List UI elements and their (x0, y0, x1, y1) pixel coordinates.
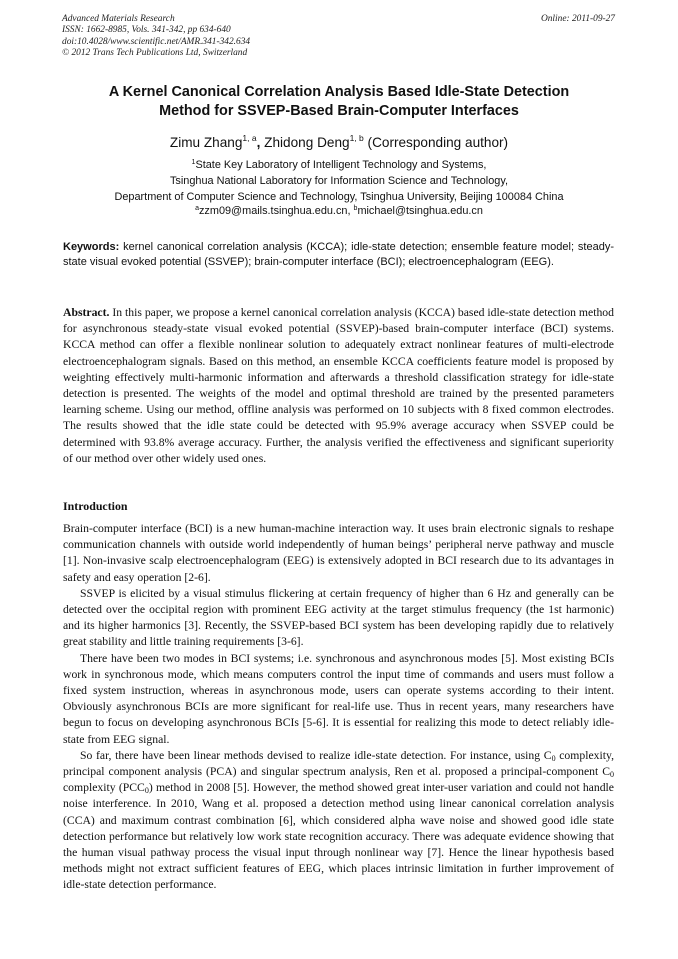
p4-subscript-1: 0 (551, 753, 556, 763)
copyright-line: © 2012 Trans Tech Publications Ltd, Switzerland (62, 48, 248, 59)
email-b-sup: b (353, 205, 358, 212)
intro-paragraph-1: Brain-computer interface (BCI) is a new human-machine interaction way. It uses brain electronic signals to reshape communication channels with outside world independently of human beings’ peripheral nerve pathway and muscle [1]. Non-invasive scalp electroencephalogram (EEG) is extensively adopted in BCI research due to its advantages in safety and easy operation [2-6]. (63, 522, 614, 584)
author-2: Zhidong Deng (264, 135, 350, 150)
email-line (30, 205, 648, 217)
introduction-body (63, 521, 614, 894)
keywords-text: kernel canonical correlation analysis (KCCA); idle-state detection; ensemble feature model; steady-state visual evoked potential (SSVEP); brain-computer interface (BCI); electroencephalogram (EEG). (63, 241, 614, 268)
email-b[interactable]: michael@tsinghua.edu.cn (357, 205, 483, 217)
keywords-block (63, 240, 614, 269)
title-line-1: A Kernel Canonical Correlation Analysis Based Idle-State Detection (108, 84, 570, 100)
intro-paragraph-3: There have been two modes in BCI systems; i.e. synchronous and asynchronous modes [5]. Most existing BCIs work in synchronous mode, which means computers control the input time of commands and users must follow a fixed system instruction, whereas in asynchronous mode, users can operate systems according to their intent. Obviously asynchronous BCIs are more significant for real-life use. Thus in recent years, many researchers have begun to focus on developing asynchronous BCIs [5-6]. It is essential for realizing this mode to detect reliably idle-state from EEG signal. (63, 651, 614, 746)
author-1-affil-sup: 1, a (242, 133, 257, 143)
doi-line: doi:10.4028/www.scientific.net/AMR.341-342.634 (62, 36, 251, 47)
affiliation-line-3: Department of Computer Science and Technology, Tsinghua University, Beijing 100084 China (114, 190, 564, 203)
title-line-2: Method for SSVEP-Based Brain-Computer Interfaces (159, 102, 519, 119)
author-1: Zimu Zhang (169, 135, 243, 150)
email-a-sup: a (195, 205, 199, 212)
journal-name: Advanced Materials Research (62, 14, 175, 24)
journal-header (62, 14, 250, 60)
affiliation-sup: 1 (191, 159, 196, 166)
affiliation-line-2: Tsinghua National Laboratory for Information Science and Technology, (169, 174, 509, 187)
author-2-affil-sup: 1, b (349, 133, 364, 143)
paper-title (40, 83, 638, 120)
p4-subscript-2: 0 (610, 770, 614, 780)
p4-text-b: complexity, principal component analysis (PCA) and singular spectrum analysis, Ren et al. proposed a principal-component C (63, 748, 614, 779)
abstract-text: In this paper, we propose a kernel canonical correlation analysis (KCCA) based idle-state detection method for asynchronous steady-state visual evoked potential (SSVEP)-based brain-computer interface (BCI) systems. KCCA method can offer a flexible nonlinear solution to adequately extract nonlinear features of multi-electrode electroencephalogram signals. Based on this method, an ensemble KCCA coefficients feature model is proposed by weighting effectively multi-harmonic information and afterwards a threshold classification strategy for idle-state detection is presented. The weights of the model and optimal threshold are trained by the presented parameters learning scheme. Using our method, offline analysis was performed on 10 subjects with 8 fixed common electrodes. The results showed that the idle state could be detected with 95.9% average accuracy when SSVEP could be determined with 93.8% average accuracy. Further, the analysis verified the effectiveness and significant superiority of our method over other widely used ones. (63, 306, 614, 465)
intro-paragraph-2: SSVEP is elicited by a visual stimulus flickering at certain frequency of higher than 6 Hz and generally can be detected over the occipital region with prominent EEG activity at the target stimulus frequency (the 1st harmonic) and its higher harmonics [3]. Recently, the SSVEP-based BCI system has been developing rapidly due to relatively great stability and little training requirements [3-6]. (63, 586, 614, 649)
affiliation-line-1: State Key Laboratory of Intelligent Technology and Systems, (195, 159, 487, 171)
abstract-block (63, 305, 614, 467)
p4-text-d: ) method in 2008 [5]. However, the method showed great inter-user variation and could not handle noise interference. In 2010, Wang et al. proposed a detection method using linear canonical correlation analysis (CCA) and maximum contrast combination [6], which considered alpha wave noise and showed good idle state detection performance but relatively low work state recognition accuracy. There was adequate evidence showing that the human visual pathway process the visual input through nonlinear way [7]. Hence the linear hypothesis based methods might not extract sufficient features of EEG, which places intrinsic limitation in further improvement of idle-state detection performance. (63, 781, 614, 892)
section-heading-introduction: Introduction (63, 499, 128, 513)
p4-subscript-3: 0 (144, 786, 149, 796)
email-separator: , (347, 205, 354, 217)
abstract-label: Abstract. (63, 306, 110, 319)
p4-text-c: complexity (PCC (63, 781, 145, 795)
author-separator: , (256, 135, 265, 150)
online-date: Online: 2011-09-27 (540, 14, 615, 24)
email-a[interactable]: zzm09@mails.tsinghua.edu.cn (198, 205, 348, 217)
p4-text-a: So far, there have been linear methods devised to realize idle-state detection. For instance, using C (80, 748, 552, 762)
affiliation (30, 155, 648, 205)
intro-paragraph-4 (63, 748, 614, 894)
corresponding-note: (Corresponding author) (363, 135, 509, 150)
issn-line: ISSN: 1662-8985, Vols. 341-342, pp 634-640 (62, 25, 231, 36)
author-line (40, 133, 638, 150)
keywords-label: Keywords: (63, 241, 120, 253)
